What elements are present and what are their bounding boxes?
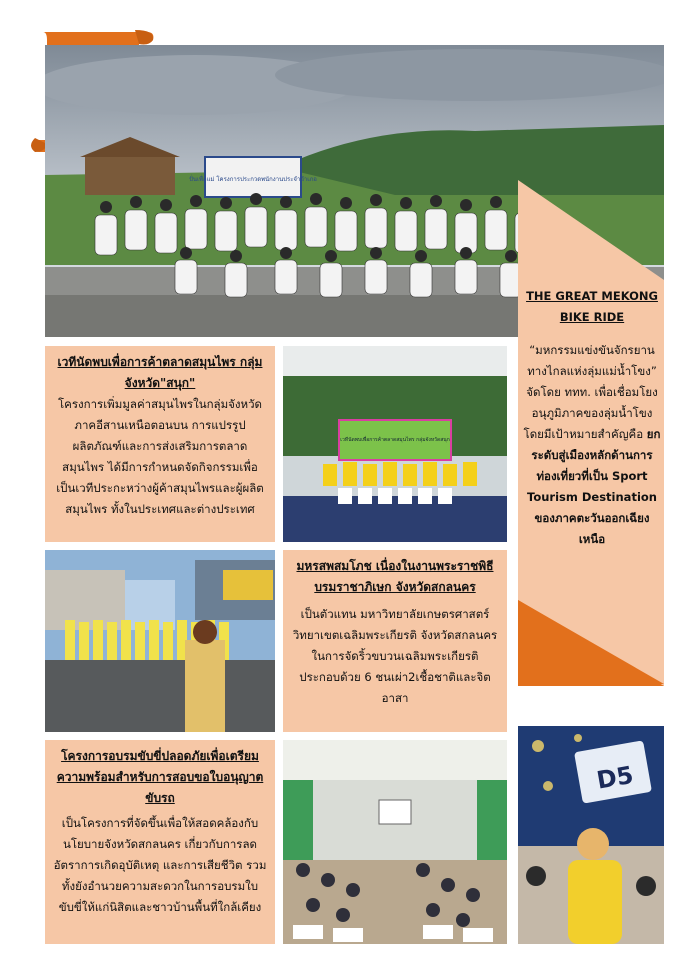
mekong-body-bold: ยกระดับสู่เมืองหลักด้านการท่องเที่ยวที่เป็น Sport Tourism Destination ของภาคตะวันออกเฉียงเหนือ: [527, 427, 661, 546]
parade-body: เป็นตัวแทน มหาวิทยาลัยเกษตรศาสตร์ วิทยาเขตเฉลิมพระเกียรติ จังหวัดสกลนคร ในการจัดริ้วขบวนเฉลิมพระเกียรติ ประกอบด้วย 6 ชนเผ่า2เชื้อชาติและจิตอาสา: [292, 607, 498, 705]
driving-title: โครงการอบรมขับขี่ปลอดภัยเพื่อเตรียมความพร้อมสำหรับการสอบขอใบอนุญาตขับรถ: [56, 749, 264, 805]
bike-ride-photo: [518, 726, 664, 944]
herb-body: โครงการเพิ่มมูลค่าสมุนไพรในกลุ่มจังหวัดภาคอีสานเหนือตอนบน การแปรรูปผลิตภัณฑ์และการส่งเสริมการตลาดสมุนไพร ได้มีการกำหนดจัดกิจกรรมเพื่อเป็นเวทีประกะหว่างผู้ค้าสมุนไพรและผู้ผลิตสมุนไพร ทั้งในประเทศและต่างประเทศ: [56, 397, 264, 516]
orange-triangle: [518, 600, 664, 684]
herb-title: เวทีนัดพบเพื่อการค้าตลาดสมุนไพร กลุ่มจังหวัด"สนุก": [57, 355, 263, 390]
parade-photo: [45, 550, 275, 732]
parade-title: มหรสพสมโภช เนื่องในงานพระราชพิธีบรมราชาภิเษก จังหวัดสกลนคร: [296, 559, 494, 594]
mekong-body-normal: “มหกรรมแข่งขันจักรยานทางไกลแห่งลุ่มแม่น้ำโขง” จัดโดย ททท. เพื่อเชื่อมโยงอนุภูมิภาคของลุ่มน้ำโขง โดยมีเป้าหมายสำคัญคือ: [523, 343, 658, 441]
group-banner-text: ปั่นเพื่อแม่ โครงการประกวดพนักงานประจำอำเภอ: [189, 176, 317, 183]
bike-plate-text: D5: [594, 760, 636, 795]
driving-body: เป็นโครงการที่จัดขึ้นเพื่อให้สอดคล้องกับนโยบายจังหวัดสกลนคร เกี่ยวกับการลดอัตราการเกิดอุบัติเหตุ และการเสียชีวิต รวมทั้งยังอำนวยความสะดวกในการอบรมใบขับขี่ให้แก่นิสิตและชาวบ้านพื้นที่ใกล้เคียง: [53, 816, 267, 914]
herb-card: [45, 346, 275, 542]
classroom-photo: [283, 740, 507, 944]
mekong-title: THE GREAT MEKONG BIKE RIDE: [526, 289, 658, 324]
parade-card: [283, 550, 507, 732]
stage-photo: [283, 346, 507, 542]
driving-card: [45, 740, 275, 944]
stage-banner-text: เวทีนัดพบเพื่อการค้าตลาดสมุนไพร กลุ่มจังหวัดสนุก: [340, 437, 450, 443]
mekong-body: [522, 340, 662, 550]
